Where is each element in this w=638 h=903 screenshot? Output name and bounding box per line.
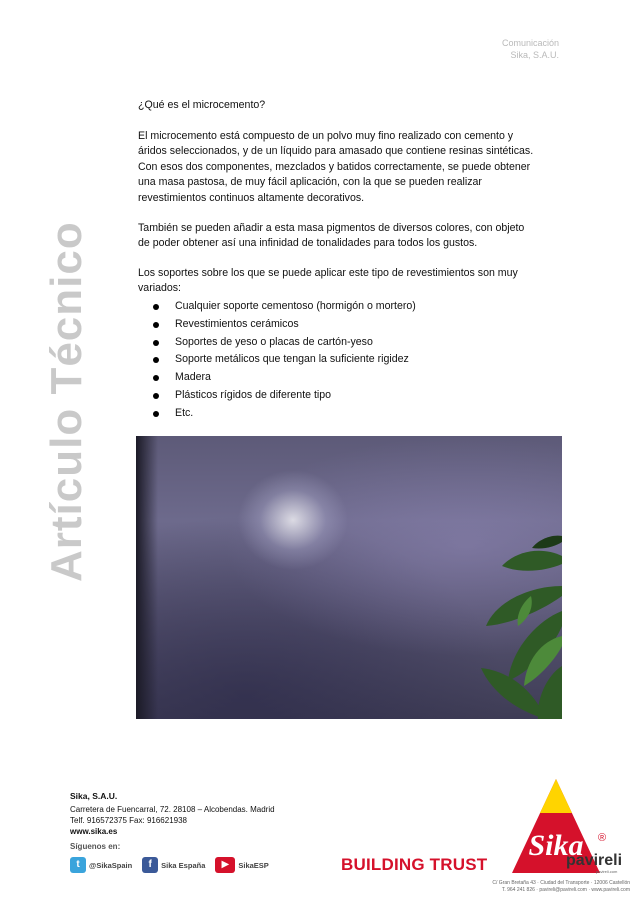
bullet-icon (153, 357, 159, 363)
list-item (138, 370, 538, 388)
registered-mark: ® (598, 832, 607, 844)
header-line-1: Comunicación (501, 38, 559, 48)
partner-address (484, 880, 630, 893)
bullet-icon (153, 393, 159, 399)
twitter-handle: @SikaSpain (89, 860, 133, 870)
microcement-wall-photo (136, 436, 562, 719)
side-title: Artículo Técnico (42, 221, 91, 582)
social-links (70, 857, 269, 873)
list-item-text: Soporte metálicos que tengan la suficiente rigidez (175, 353, 409, 366)
company-address: Carretera de Fuencarral, 72. 28108 – Alcobendas. Madrid (70, 805, 275, 814)
list-item-text: Revestimientos cerámicos (175, 317, 299, 330)
follow-us-label: Síguenos en: (70, 842, 121, 851)
list-item-text: Etc. (175, 406, 194, 419)
partner-address-line: C/ Gran Bretaña 43 · Ciudad del Transporte · 12006 Castellón (492, 880, 630, 886)
sika-logo-text: Sika (528, 829, 584, 862)
plant-leaves-image (136, 436, 562, 719)
pavireli-subtitle: pavireli.com (596, 869, 618, 874)
bullet-icon (153, 322, 159, 328)
youtube-link[interactable] (215, 857, 268, 873)
company-name: Sika, S.A.U. (70, 791, 118, 801)
youtube-icon: ▶ (215, 857, 235, 873)
list-item-text: Plásticos rígidos de diferente tipo (175, 388, 332, 401)
bullet-icon (153, 411, 159, 417)
list-item (138, 406, 538, 424)
twitter-link[interactable] (70, 857, 132, 873)
list-item (138, 352, 538, 370)
paragraph-1: El microcemento está compuesto de un polvo muy fino realizado con cemento y áridos seleccionados, y de un líquido para amasado que contiene resinas sintéticas. Con esos dos componentes, mezclados y batidos correctamente, se puede obtener una masa pastosa, de muy fácil aplicación, con la que se pueden realizar revestimientos continuos altamente decorativos. (138, 129, 534, 204)
bullet-icon (153, 340, 159, 346)
bullet-icon (153, 304, 159, 310)
facebook-icon: f (142, 857, 158, 873)
facebook-link[interactable] (142, 857, 205, 873)
list-item (138, 299, 538, 317)
bullet-icon (153, 375, 159, 381)
company-phone: Telf. 916572375 Fax: 916621938 (70, 816, 187, 825)
paragraph-2: También se pueden añadir a esta masa pigmentos de diversos colores, con objeto de poder obtener así una infinidad de tonalidades para todos los gustos. (138, 221, 525, 250)
header-line-2: Sika, S.A.U. (510, 50, 559, 60)
document-header (502, 37, 559, 61)
supports-list (138, 299, 538, 424)
youtube-channel: SikaESP (238, 860, 269, 870)
article-body (138, 98, 538, 424)
list-item (138, 388, 538, 406)
list-item-text: Cualquier soporte cementoso (hormigón o mortero) (175, 299, 416, 312)
company-website-link[interactable]: www.sika.es (70, 827, 118, 836)
list-item-text: Soportes de yeso o placas de cartón-yeso (175, 335, 373, 348)
partner-contact-line: T. 964 241 826 · pavireli@pavireli.com · www.pavireli.com (501, 886, 630, 893)
paragraph-3: Los soportes sobre los que se puede aplicar este tipo de revestimientos son muy variados: (138, 266, 518, 295)
twitter-icon: t (70, 857, 86, 873)
company-info (70, 791, 275, 837)
list-item (138, 317, 538, 335)
facebook-page: Sika España (161, 860, 206, 870)
list-item-text: Madera (175, 371, 211, 384)
article-question: ¿Qué es el microcemento? (138, 99, 266, 111)
pavireli-logo: pavireli (566, 852, 623, 869)
slogan: BUILDING TRUST (341, 855, 488, 874)
list-item (138, 335, 538, 353)
